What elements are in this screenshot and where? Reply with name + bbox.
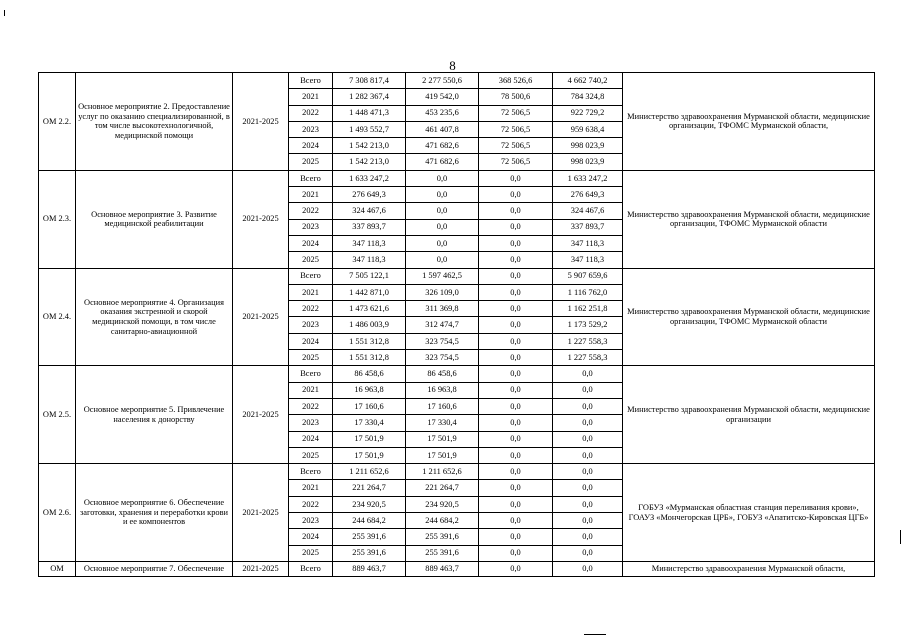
total-cell: 255 391,6 — [333, 545, 406, 561]
funding-cell-2: 0,0 — [479, 333, 553, 349]
total-cell: 17 330,4 — [333, 415, 406, 431]
measure-code: ОМ — [39, 561, 76, 576]
funding-cell-3: 1 162 251,8 — [553, 301, 623, 317]
funding-cell-2: 0,0 — [479, 203, 553, 219]
funding-cell-3: 0,0 — [553, 431, 623, 447]
funding-cell-3: 0,0 — [553, 545, 623, 561]
total-cell: 889 463,7 — [333, 561, 406, 576]
measure-executor: Министерство здравоохранения Мурманской области, медицинские организации, ТФОМС Мурманской области — [623, 170, 875, 268]
funding-cell-1: 323 754,5 — [406, 350, 479, 366]
funding-cell-1: 0,0 — [406, 219, 479, 235]
funding-cell-1: 16 963,8 — [406, 382, 479, 398]
measure-executor: Министерство здравоохранения Мурманской области, медицинские организации, ТФОМС Мурманской области, — [623, 73, 875, 171]
year-cell: 2022 — [289, 398, 333, 414]
year-cell: 2025 — [289, 447, 333, 463]
year-cell: 2024 — [289, 333, 333, 349]
funding-cell-1: 0,0 — [406, 170, 479, 186]
year-cell: 2022 — [289, 301, 333, 317]
funding-cell-2: 0,0 — [479, 431, 553, 447]
funding-cell-1: 0,0 — [406, 252, 479, 268]
funding-cell-3: 922 729,2 — [553, 105, 623, 121]
funding-cell-1: 323 754,5 — [406, 333, 479, 349]
funding-cell-2: 0,0 — [479, 268, 553, 284]
funding-cell-1: 17 501,9 — [406, 447, 479, 463]
funding-cell-2: 0,0 — [479, 252, 553, 268]
total-cell: 1 486 003,9 — [333, 317, 406, 333]
funding-cell-2: 0,0 — [479, 545, 553, 561]
total-cell: 1 551 312,8 — [333, 333, 406, 349]
funding-cell-1: 419 542,0 — [406, 89, 479, 105]
total-cell: 7 308 817,4 — [333, 73, 406, 89]
year-cell: 2021 — [289, 187, 333, 203]
year-cell: Всего — [289, 561, 333, 576]
funding-cell-1: 255 391,6 — [406, 529, 479, 545]
measure-name: Основное мероприятие 6. Обеспечение заготовки, хранения и переработки крови и ее компонентов — [76, 464, 233, 562]
year-cell: Всего — [289, 464, 333, 480]
funding-cell-3: 0,0 — [553, 398, 623, 414]
year-cell: Всего — [289, 170, 333, 186]
total-cell: 234 920,5 — [333, 496, 406, 512]
funding-cell-3: 0,0 — [553, 480, 623, 496]
funding-cell-1: 86 458,6 — [406, 366, 479, 382]
financing-table — [38, 72, 875, 577]
funding-cell-2: 0,0 — [479, 317, 553, 333]
year-cell: 2021 — [289, 284, 333, 300]
funding-cell-3: 998 023,9 — [553, 154, 623, 170]
funding-cell-3: 0,0 — [553, 513, 623, 529]
bottom-fold-mark — [584, 634, 606, 635]
total-cell: 17 501,9 — [333, 447, 406, 463]
funding-cell-2: 0,0 — [479, 187, 553, 203]
year-cell: 2025 — [289, 154, 333, 170]
total-cell: 1 282 367,4 — [333, 89, 406, 105]
funding-cell-2: 0,0 — [479, 219, 553, 235]
funding-cell-3: 276 649,3 — [553, 187, 623, 203]
funding-cell-2: 72 506,5 — [479, 121, 553, 137]
right-margin-mark — [900, 530, 901, 544]
page-number: 8 — [449, 58, 456, 73]
measure-executor: Министерство здравоохранения Мурманской области, — [623, 561, 875, 576]
year-cell: 2025 — [289, 350, 333, 366]
year-cell: 2024 — [289, 529, 333, 545]
total-cell: 221 264,7 — [333, 480, 406, 496]
funding-cell-1: 471 682,6 — [406, 154, 479, 170]
funding-cell-1: 0,0 — [406, 187, 479, 203]
funding-cell-3: 0,0 — [553, 464, 623, 480]
funding-cell-2: 72 506,5 — [479, 154, 553, 170]
funding-cell-2: 0,0 — [479, 513, 553, 529]
total-cell: 337 893,7 — [333, 219, 406, 235]
year-cell: 2024 — [289, 235, 333, 251]
funding-cell-3: 347 118,3 — [553, 252, 623, 268]
table-row — [39, 366, 875, 382]
funding-cell-1: 1 211 652,6 — [406, 464, 479, 480]
funding-cell-3: 998 023,9 — [553, 138, 623, 154]
funding-cell-1: 244 684,2 — [406, 513, 479, 529]
funding-cell-1: 2 277 550,6 — [406, 73, 479, 89]
measure-name: Основное мероприятие 3. Развитие медицинской реабилитации — [76, 170, 233, 268]
measure-code: ОМ 2.3. — [39, 170, 76, 268]
funding-cell-1: 17 160,6 — [406, 398, 479, 414]
table-row — [39, 268, 875, 284]
total-cell: 255 391,6 — [333, 529, 406, 545]
measure-name: Основное мероприятие 5. Привлечение населения к донорству — [76, 366, 233, 464]
total-cell: 347 118,3 — [333, 252, 406, 268]
total-cell: 276 649,3 — [333, 187, 406, 203]
funding-cell-3: 1 227 558,3 — [553, 350, 623, 366]
year-cell: Всего — [289, 366, 333, 382]
total-cell: 1 542 213,0 — [333, 138, 406, 154]
year-cell: 2024 — [289, 431, 333, 447]
funding-cell-3: 1 633 247,2 — [553, 170, 623, 186]
funding-cell-3: 1 227 558,3 — [553, 333, 623, 349]
table-row — [39, 561, 875, 576]
funding-cell-1: 0,0 — [406, 203, 479, 219]
funding-cell-2: 0,0 — [479, 170, 553, 186]
total-cell: 16 963,8 — [333, 382, 406, 398]
measure-name: Основное мероприятие 4. Организация оказания экстренной и скорой медицинской помощи, в том числе санитарно-авиационной — [76, 268, 233, 366]
funding-cell-1: 311 369,8 — [406, 301, 479, 317]
funding-cell-1: 234 920,5 — [406, 496, 479, 512]
total-cell: 347 118,3 — [333, 235, 406, 251]
funding-cell-2: 368 526,6 — [479, 73, 553, 89]
year-cell: 2023 — [289, 513, 333, 529]
measure-executor: Министерство здравоохранения Мурманской области, медицинские организации, ТФОМС Мурманской области — [623, 268, 875, 366]
total-cell: 17 501,9 — [333, 431, 406, 447]
measure-period: 2021-2025 — [233, 268, 289, 366]
table-row — [39, 170, 875, 186]
year-cell: 2023 — [289, 121, 333, 137]
funding-cell-2: 0,0 — [479, 496, 553, 512]
funding-cell-3: 959 638,4 — [553, 121, 623, 137]
measure-code: ОМ 2.5. — [39, 366, 76, 464]
table-row — [39, 73, 875, 89]
year-cell: 2025 — [289, 545, 333, 561]
funding-cell-2: 0,0 — [479, 366, 553, 382]
year-cell: 2021 — [289, 480, 333, 496]
year-cell: 2023 — [289, 317, 333, 333]
measure-period: 2021-2025 — [233, 170, 289, 268]
year-cell: Всего — [289, 268, 333, 284]
measure-name: Основное мероприятие 7. Обеспечение — [76, 561, 233, 576]
funding-cell-1: 255 391,6 — [406, 545, 479, 561]
funding-cell-1: 0,0 — [406, 235, 479, 251]
funding-cell-1: 453 235,6 — [406, 105, 479, 121]
total-cell: 244 684,2 — [333, 513, 406, 529]
year-cell: 2022 — [289, 496, 333, 512]
funding-cell-2: 0,0 — [479, 235, 553, 251]
funding-cell-3: 1 173 529,2 — [553, 317, 623, 333]
funding-cell-2: 72 506,5 — [479, 138, 553, 154]
funding-cell-2: 0,0 — [479, 561, 553, 576]
total-cell: 324 467,6 — [333, 203, 406, 219]
measure-period: 2021-2025 — [233, 464, 289, 562]
measure-code: ОМ 2.6. — [39, 464, 76, 562]
measure-executor: ГОБУЗ «Мурманская областная станция переливания крови», ГОАУЗ «Мончегорская ЦРБ», ГОБУЗ «Апатитско-Кировская ЦГБ» — [623, 464, 875, 562]
measure-code: ОМ 2.2. — [39, 73, 76, 171]
measure-period: 2021-2025 — [233, 561, 289, 576]
total-cell: 1 542 213,0 — [333, 154, 406, 170]
funding-cell-2: 0,0 — [479, 464, 553, 480]
funding-cell-2: 0,0 — [479, 284, 553, 300]
measure-period: 2021-2025 — [233, 366, 289, 464]
total-cell: 1 448 471,3 — [333, 105, 406, 121]
funding-cell-3: 0,0 — [553, 447, 623, 463]
total-cell: 86 458,6 — [333, 366, 406, 382]
year-cell: 2024 — [289, 138, 333, 154]
funding-cell-1: 221 264,7 — [406, 480, 479, 496]
funding-cell-2: 0,0 — [479, 480, 553, 496]
funding-cell-1: 461 407,8 — [406, 121, 479, 137]
year-cell: 2025 — [289, 252, 333, 268]
total-cell: 1 551 312,8 — [333, 350, 406, 366]
funding-cell-1: 889 463,7 — [406, 561, 479, 576]
funding-cell-3: 0,0 — [553, 529, 623, 545]
table-row — [39, 464, 875, 480]
funding-cell-2: 0,0 — [479, 382, 553, 398]
funding-cell-2: 0,0 — [479, 447, 553, 463]
funding-cell-2: 78 500,6 — [479, 89, 553, 105]
funding-cell-2: 0,0 — [479, 529, 553, 545]
measure-name: Основное мероприятие 2. Предоставление услуг по оказанию специализированной, в том числе высокотехнологичной, медицинской помощи — [76, 73, 233, 171]
funding-cell-2: 0,0 — [479, 398, 553, 414]
total-cell: 1 211 652,6 — [333, 464, 406, 480]
funding-cell-2: 0,0 — [479, 350, 553, 366]
total-cell: 7 505 122,1 — [333, 268, 406, 284]
year-cell: 2021 — [289, 382, 333, 398]
year-cell: 2022 — [289, 105, 333, 121]
funding-cell-1: 17 330,4 — [406, 415, 479, 431]
funding-cell-2: 72 506,5 — [479, 105, 553, 121]
measure-code: ОМ 2.4. — [39, 268, 76, 366]
funding-cell-1: 17 501,9 — [406, 431, 479, 447]
total-cell: 17 160,6 — [333, 398, 406, 414]
left-margin-mark — [4, 10, 5, 16]
total-cell: 1 442 871,0 — [333, 284, 406, 300]
year-cell: 2023 — [289, 219, 333, 235]
funding-cell-3: 1 116 762,0 — [553, 284, 623, 300]
measure-period: 2021-2025 — [233, 73, 289, 171]
funding-cell-3: 0,0 — [553, 366, 623, 382]
year-cell: Всего — [289, 73, 333, 89]
funding-cell-3: 0,0 — [553, 496, 623, 512]
total-cell: 1 473 621,6 — [333, 301, 406, 317]
funding-cell-2: 0,0 — [479, 415, 553, 431]
year-cell: 2021 — [289, 89, 333, 105]
funding-cell-1: 1 597 462,5 — [406, 268, 479, 284]
funding-cell-3: 4 662 740,2 — [553, 73, 623, 89]
funding-cell-3: 337 893,7 — [553, 219, 623, 235]
funding-cell-3: 0,0 — [553, 382, 623, 398]
funding-cell-1: 471 682,6 — [406, 138, 479, 154]
funding-cell-3: 0,0 — [553, 415, 623, 431]
funding-cell-3: 324 467,6 — [553, 203, 623, 219]
funding-cell-1: 326 109,0 — [406, 284, 479, 300]
measure-executor: Министерство здравоохранения Мурманской области, медицинские организации — [623, 366, 875, 464]
funding-cell-2: 0,0 — [479, 301, 553, 317]
year-cell: 2023 — [289, 415, 333, 431]
funding-cell-3: 0,0 — [553, 561, 623, 576]
total-cell: 1 493 552,7 — [333, 121, 406, 137]
funding-cell-1: 312 474,7 — [406, 317, 479, 333]
funding-cell-3: 784 324,8 — [553, 89, 623, 105]
year-cell: 2022 — [289, 203, 333, 219]
funding-cell-3: 5 907 659,6 — [553, 268, 623, 284]
total-cell: 1 633 247,2 — [333, 170, 406, 186]
funding-cell-3: 347 118,3 — [553, 235, 623, 251]
